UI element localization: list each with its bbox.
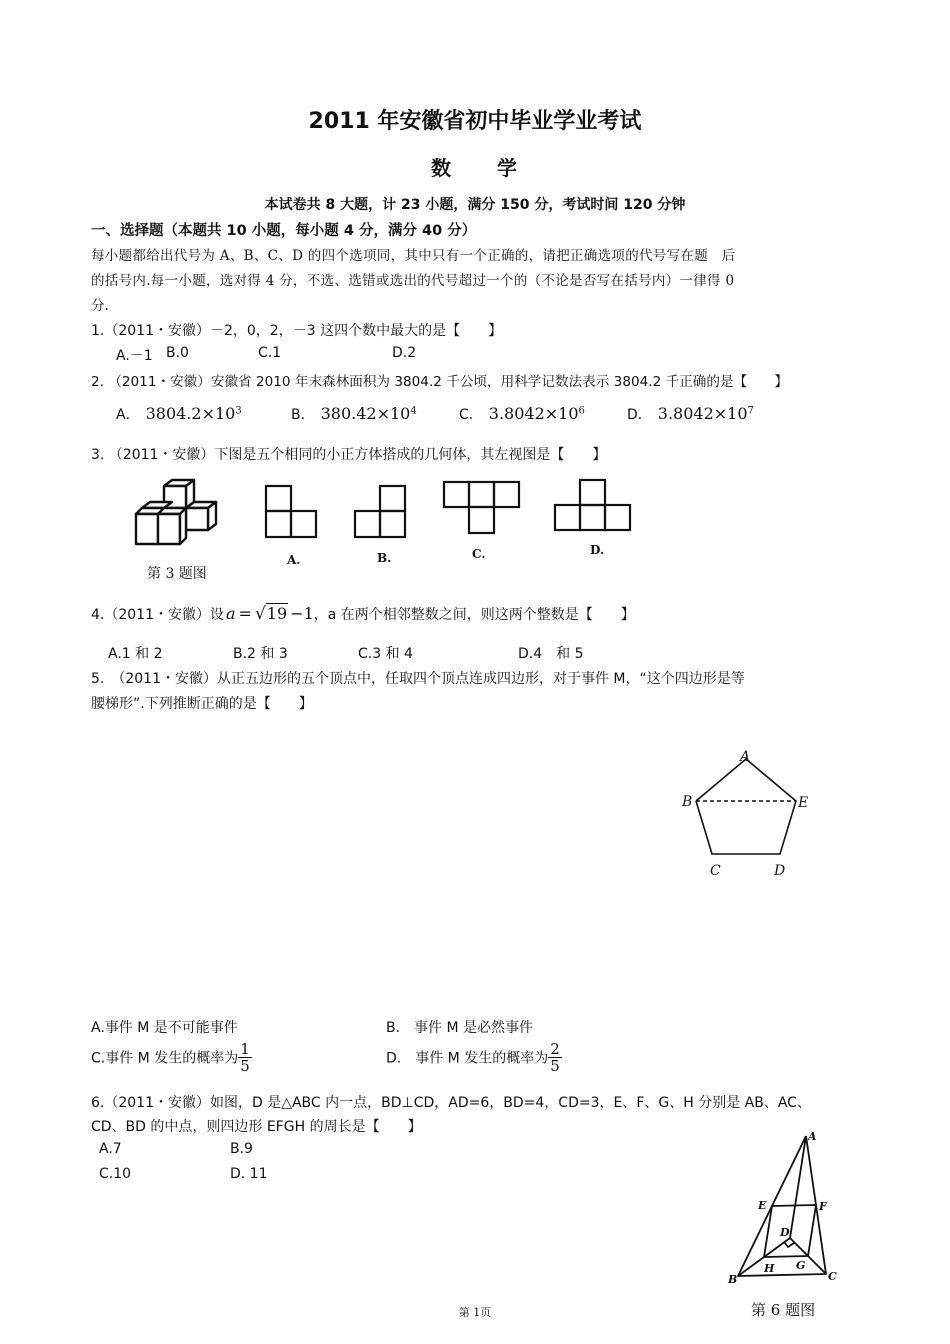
q5-pentagon-figure bbox=[676, 744, 816, 884]
q4-option-a: A.1 和 2 bbox=[108, 646, 163, 662]
q5-label-d: D bbox=[774, 863, 786, 879]
q6-stem-line-2: CD、BD 的中点，则四边形 EFGH 的周长是【 】 bbox=[91, 1119, 422, 1135]
q2-option-c-exp: 6 bbox=[578, 405, 585, 417]
q4-option-d: D.4 和 5 bbox=[518, 646, 584, 662]
q3-caption: 第 3 题图 bbox=[147, 566, 207, 582]
q2-option-b-label: B． bbox=[291, 407, 315, 423]
q2-option-a-exp: 3 bbox=[235, 405, 242, 417]
q6-label-f: F bbox=[819, 1200, 827, 1213]
q3-option-a-label: A. bbox=[287, 553, 301, 567]
q5-option-d-text: D. 事件 M 发生的概率为 bbox=[386, 1050, 549, 1067]
q6-option-c: C.10 bbox=[99, 1166, 132, 1182]
q5-option-a: A.事件 M 是不可能事件 bbox=[91, 1020, 238, 1036]
q2-option-b-exp: 4 bbox=[410, 405, 417, 417]
q5-label-b: B bbox=[682, 794, 693, 810]
q2-option-d-label: D． bbox=[627, 407, 652, 423]
q3-cube-figure bbox=[130, 478, 234, 552]
q2-option-c-label: C． bbox=[459, 407, 483, 423]
q5-label-c: C bbox=[710, 863, 721, 879]
q2-option-d-exp: 7 bbox=[747, 405, 754, 417]
q5-option-c bbox=[91, 1041, 252, 1074]
q6-label-d: D bbox=[780, 1226, 790, 1239]
q6-option-d: D. 11 bbox=[230, 1166, 268, 1182]
q4-stem-post: ，a 在两个相邻整数之间，则这两个整数是【 】 bbox=[313, 607, 635, 623]
q3-option-b-figure bbox=[351, 482, 411, 542]
q5-option-b: B. 事件 M 是必然事件 bbox=[386, 1020, 534, 1036]
exam-title: 2011 年安徽省初中毕业学业考试 bbox=[308, 109, 642, 134]
q1-option-a: A.－1 bbox=[116, 348, 153, 364]
q6-label-e: E bbox=[758, 1199, 767, 1212]
q4-minus: −1 bbox=[290, 604, 314, 623]
q5-option-d bbox=[386, 1041, 562, 1074]
q6-label-g: G bbox=[796, 1259, 806, 1272]
q6-label-a: A bbox=[808, 1130, 817, 1143]
q6-caption: 第 6 题图 bbox=[751, 1301, 816, 1319]
q3-option-a-figure bbox=[262, 482, 322, 542]
subject-title: 数 学 bbox=[431, 156, 519, 180]
q2-option-b-base: 380.42×10 bbox=[320, 404, 411, 423]
q3-option-d-figure bbox=[551, 476, 635, 536]
q4-eq: = bbox=[238, 604, 252, 623]
q3-option-d-label: D. bbox=[590, 543, 605, 557]
q2-option-a bbox=[116, 404, 242, 424]
instructions-line-2: 的括号内.每一小题，选对得 4 分，不选、选错或选出的代号超过一个的（不论是否写在括号内）一律得 0 bbox=[91, 273, 735, 289]
q2-option-d-base: 3.8042×10 bbox=[657, 404, 748, 423]
q1-option-d: D.2 bbox=[392, 345, 417, 361]
q3-option-c-label: C. bbox=[472, 547, 486, 561]
q4-sqrt-icon: √ bbox=[254, 604, 266, 624]
q2-stem: 2. （2011・安徽）安徽省 2010 年末森林面积为 3804.2 千公顷，用科学记数法表示 3804.2 千正确的是【 】 bbox=[91, 374, 788, 390]
instructions-line-3: 分. bbox=[91, 298, 109, 314]
q6-triangle-figure bbox=[724, 1128, 850, 1288]
q3-option-b-label: B. bbox=[377, 551, 392, 565]
q2-option-c bbox=[459, 404, 585, 424]
q2-option-d bbox=[627, 404, 754, 424]
q5-option-c-fraction bbox=[238, 1041, 252, 1074]
q2-option-c-base: 3.8042×10 bbox=[488, 404, 579, 423]
q6-stem-line-1: 6.（2011・安徽）如图，D 是△ABC 内一点，BD⊥CD，AD=6，BD=4，CD=3，E、F、G、H 分别是 AB、AC、 bbox=[91, 1095, 811, 1111]
q4-option-c: C.3 和 4 bbox=[358, 646, 413, 662]
q3-option-c-figure bbox=[440, 478, 524, 538]
q4-var: a bbox=[226, 604, 236, 623]
instructions-line-1: 每小题都给出代号为 A、B、C、D 的四个选项同，其中只有一个正确的，请把正确选项的代号写在题 后 bbox=[91, 248, 736, 264]
exam-info: 本试卷共 8 大题，计 23 小题，满分 150 分，考试时间 120 分钟 bbox=[264, 197, 686, 213]
q5-option-d-num: 2 bbox=[550, 1040, 560, 1058]
q4-radicand: 19 bbox=[266, 604, 288, 623]
q4-stem-pre: 4.（2011・安徽）设 bbox=[91, 607, 224, 623]
q6-label-b: B bbox=[728, 1273, 738, 1286]
q6-label-c: C bbox=[828, 1270, 837, 1283]
q5-option-d-fraction bbox=[548, 1041, 562, 1074]
q6-label-h: H bbox=[764, 1262, 775, 1275]
q2-option-a-label: A． bbox=[116, 407, 140, 423]
q1-option-c: C.1 bbox=[258, 345, 282, 361]
q2-option-a-base: 3804.2×10 bbox=[145, 404, 236, 423]
page-number: 第 1页 bbox=[458, 1306, 492, 1319]
q5-option-c-text: C.事件 M 发生的概率为 bbox=[91, 1050, 239, 1067]
q5-stem-line-1: 5. （2011・安徽）从正五边形的五个顶点中，任取四个顶点连成四边形，对于事件 M，“这个四边形是等 bbox=[91, 671, 745, 687]
q5-stem-line-2: 腰梯形”.下列推断正确的是【 】 bbox=[91, 696, 313, 712]
q5-option-c-num: 1 bbox=[240, 1040, 250, 1058]
q1-option-b: B.0 bbox=[166, 345, 189, 361]
q4-option-b: B.2 和 3 bbox=[233, 646, 288, 662]
q6-option-a: A.7 bbox=[99, 1141, 122, 1157]
q3-stem: 3. （2011・安徽）下图是五个相同的小正方体搭成的几何体，其左视图是【 】 bbox=[91, 447, 607, 463]
section-heading: 一、选择题（本题共 10 小题，每小题 4 分，满分 40 分） bbox=[91, 223, 477, 239]
q2-option-b bbox=[291, 404, 417, 424]
q5-label-e: E bbox=[798, 795, 809, 811]
q4-stem bbox=[91, 604, 635, 624]
q5-option-c-den: 5 bbox=[240, 1057, 250, 1075]
q5-option-d-den: 5 bbox=[550, 1057, 560, 1075]
q1-stem: 1.（2011・安徽）－2，0，2，－3 这四个数中最大的是【 】 bbox=[91, 323, 503, 339]
q5-label-a: A bbox=[740, 749, 751, 765]
q6-option-b: B.9 bbox=[230, 1141, 253, 1157]
